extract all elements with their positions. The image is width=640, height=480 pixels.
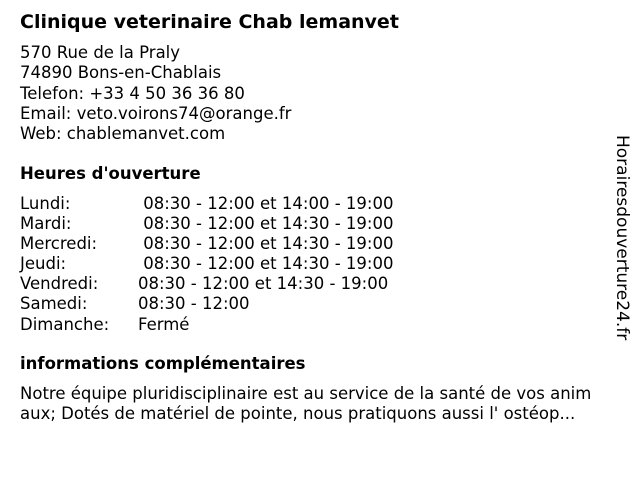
additional-info-heading: informations complémentaires [20, 354, 306, 373]
address-street: 570 Rue de la Praly [20, 43, 181, 62]
time-range: 08:30 - 12:00 et 14:00 - 19:00 [138, 194, 394, 213]
email-address[interactable]: Email: veto.voirons74@orange.fr [20, 103, 292, 123]
day-label: Samedi: [20, 294, 88, 314]
opening-hours-heading: Heures d'ouverture [20, 164, 201, 183]
time-range: 08:30 - 12:00 et 14:30 - 19:00 [138, 214, 394, 234]
day-label: Mardi: [20, 214, 72, 234]
time-range: Fermé [138, 314, 190, 334]
time-range: 08:30 - 12:00 et 14:30 - 19:00 [138, 254, 394, 274]
website[interactable]: Web: chablemanvet.com [20, 124, 226, 144]
info-line: Notre équipe pluridisciplinaire est au service de la santé de vos anim [20, 384, 592, 403]
day-label: Lundi: [20, 194, 71, 213]
time-range: 08:30 - 12:00 et 14:30 - 19:00 [138, 234, 394, 254]
day-label: Vendredi: [20, 274, 99, 294]
contact-details [20, 43, 291, 144]
day-label: Mercredi: [20, 234, 98, 254]
time-range: 08:30 - 12:00 [138, 294, 250, 314]
day-label: Dimanche: [20, 314, 110, 334]
day-label: Jeudi: [20, 254, 67, 274]
site-watermark: Horairesdouverture24.fr [612, 135, 632, 341]
info-line: aux; Dotés de matériel de pointe, nous pratiquons aussi l' ostéop... [20, 404, 576, 424]
business-name: Clinique veterinaire Chab lemanvet [20, 11, 399, 33]
additional-info-text [20, 384, 620, 425]
time-range: 08:30 - 12:00 et 14:30 - 19:00 [138, 274, 389, 294]
address-city: 74890 Bons-en-Chablais [20, 63, 222, 83]
phone-number[interactable]: Telefon: +33 4 50 36 36 80 [20, 83, 245, 103]
